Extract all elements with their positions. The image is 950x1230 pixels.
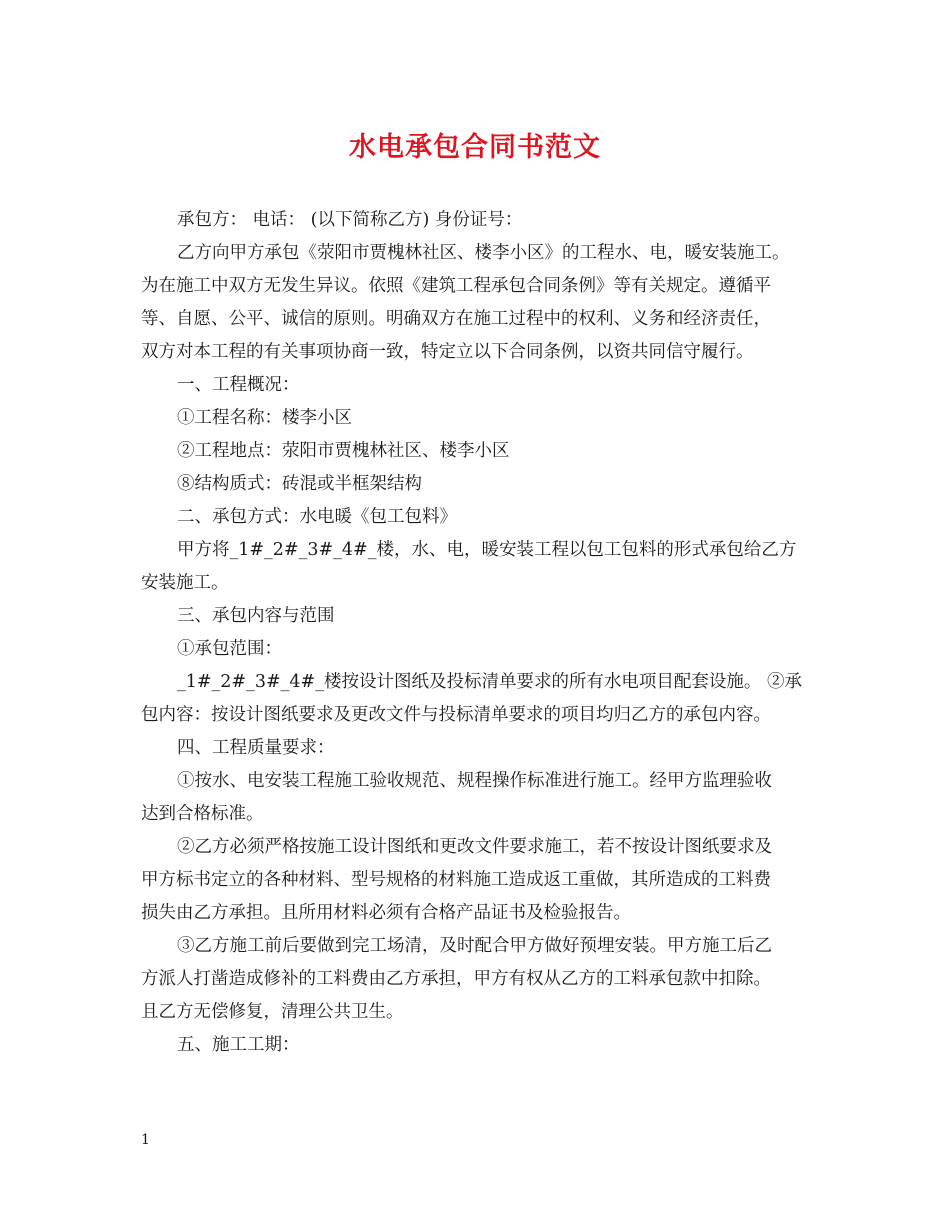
body-line: 甲方将_1#_2#_3#_4#_楼，水、电，暖安装工程以包工包料的形式承包给乙方 xyxy=(177,540,797,560)
body-line: 一、工程概况： xyxy=(177,375,300,395)
body-line: 为在施工中双方无发生异议。依照《建筑工程承包合同条例》等有关规定。遵循平 xyxy=(141,276,771,296)
body-line: ①承包范围： xyxy=(177,639,282,659)
body-line: 甲方标书定立的各种材料、型号规格的材料施工造成返工重做，其所造成的工料费 xyxy=(141,870,771,890)
document-body xyxy=(141,204,817,1062)
body-line: 双方对本工程的有关事项协商一致，特定立以下合同条例，以资共同信守履行。 xyxy=(141,342,754,362)
body-line: 达到合格标准。 xyxy=(141,804,264,824)
body-line: 包内容：按设计图纸要求及更改文件与投标清单要求的项目均归乙方的承包内容。 xyxy=(141,705,771,725)
document-title: 水电承包合同书范文 xyxy=(349,132,601,163)
body-line: 三、承包内容与范围 xyxy=(177,606,335,626)
page-number: 1 xyxy=(141,1132,150,1148)
body-line: 损失由乙方承担。且所用材料必须有合格产品证书及检验报告。 xyxy=(141,903,631,923)
body-line: 承包方： 电话： (以下简称乙方) 身份证号： xyxy=(177,210,523,230)
body-line: ①按水、电安装工程施工验收规范、规程操作标准进行施工。经甲方监理验收 xyxy=(177,771,772,791)
body-line: 方派人打凿造成修补的工料费由乙方承担，甲方有权从乙方的工料承包款中扣除。 xyxy=(141,969,771,989)
body-line: 四、工程质量要求： xyxy=(177,738,335,758)
body-line: 且乙方无偿修复，清理公共卫生。 xyxy=(141,1002,404,1022)
body-line: ⑧结构质式：砖混或半框架结构 xyxy=(177,474,422,494)
body-line: _1#_2#_3#_4#_楼按设计图纸及投标清单要求的所有水电项目配套设施。 ②承 xyxy=(177,672,802,692)
body-line: 二、承包方式：水电暖《包工包料》 xyxy=(177,507,457,527)
body-line: ③乙方施工前后要做到完工场清，及时配合甲方做好预埋安装。甲方施工后乙 xyxy=(177,936,772,956)
body-line: ②乙方必须严格按施工设计图纸和更改文件要求施工，若不按设计图纸要求及 xyxy=(177,837,772,857)
body-line: 等、自愿、公平、诚信的原则。明确双方在施工过程中的权利、义务和经济责任， xyxy=(141,309,771,329)
body-line: ②工程地点：荥阳市贾槐林社区、楼李小区 xyxy=(177,441,510,461)
body-line: ①工程名称：楼李小区 xyxy=(177,408,352,428)
body-line: 五、施工工期： xyxy=(177,1035,300,1055)
body-line: 安装施工。 xyxy=(141,573,229,593)
body-line: 乙方向甲方承包《荥阳市贾槐林社区、楼李小区》的工程水、电，暖安装施工。 xyxy=(177,243,790,263)
